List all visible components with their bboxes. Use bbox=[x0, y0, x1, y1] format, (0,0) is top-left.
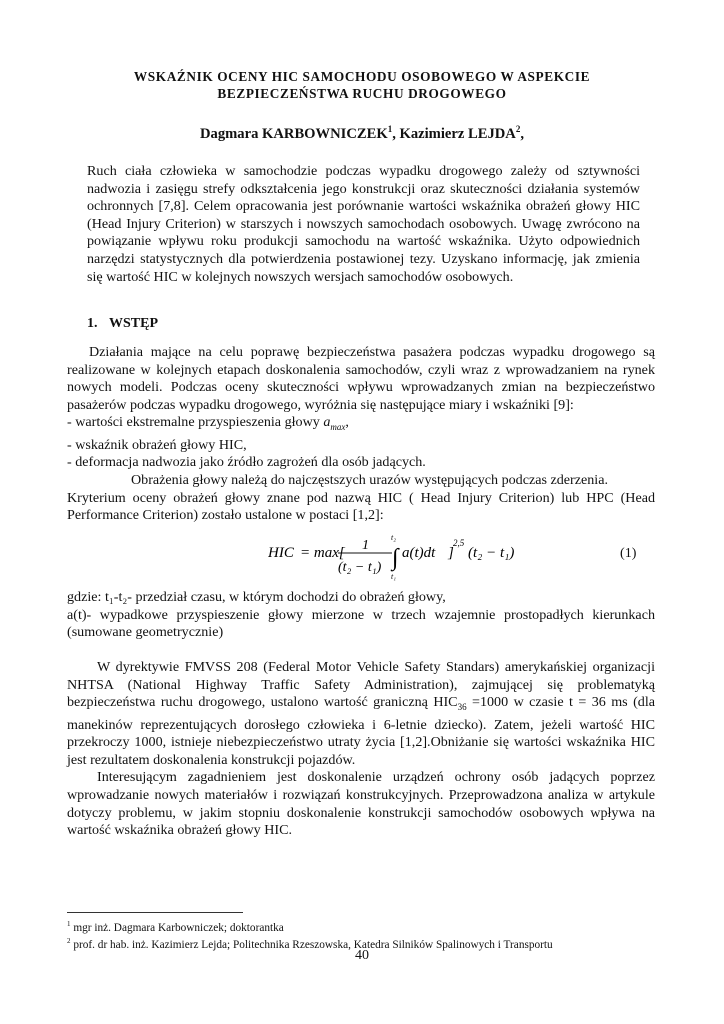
paragraph-2: Kryterium oceny obrażeń głowy znane pod nazwą HIC ( Head Injury Criterion) lub HPC (Head Performance Criterion) zostało ustalone w postaci [1,2]: bbox=[67, 489, 655, 524]
intro-paragraph: Działania mające na celu poprawę bezpieczeństwa pasażera podczas wypadku drogowego są realizowane w kolejnych etapach doskonalenia samochodów, czyli wraz z wprowadzaniem na rynek nowych modeli. Podczas oceny skuteczności wpływu wprowadzanych zmian na bezpieczeństwo pasażerów podczas wypadku drogowego, wyróżnia się następujące miary i wskaźniki [9]: bbox=[67, 344, 655, 413]
fmvss-paragraph bbox=[67, 659, 655, 769]
author-2: Kazimierz LEJDA bbox=[399, 125, 516, 142]
footnote-2-text: prof. dr hab. inż. Kazimierz Lejda; Politechnika Rzeszowska, Katedra Silników Spalinowych i Transportu bbox=[70, 938, 553, 951]
eq-exponent: 2,5 bbox=[453, 538, 465, 548]
eq-denominator: (t₂ − t₁) bbox=[338, 560, 382, 575]
fmvss-text-2: =1000 w czasie t = 36 ms (dla manekinów reprezentujących dorosłego człowieka i 6-letnie dziecko). Zatem, jeżeli wartość HIC przekroczy 1000, istnieje niebezpieczeństwo utraty życia [1,2].Obniżanie się wartości wskaźnika HIC jest rezultatem doskonalenia konstrukcji pojazdów. bbox=[67, 694, 655, 768]
eq-integrand: a(t)dt bbox=[402, 545, 436, 561]
hic-equation bbox=[268, 532, 528, 582]
intro-block bbox=[67, 344, 655, 525]
section-number: 1. bbox=[87, 316, 98, 331]
page-number: 40 bbox=[355, 948, 369, 963]
author-line bbox=[60, 120, 664, 143]
list-item-1 bbox=[67, 414, 655, 436]
footnote-divider bbox=[67, 912, 243, 913]
list-item-1-sub: max bbox=[330, 422, 346, 433]
paper-title bbox=[60, 68, 664, 102]
footnotes bbox=[67, 918, 667, 952]
title-line-1: WSKAŹNIK OCENY HIC SAMOCHODU OSOBOWEGO W ASPEKCIE bbox=[133, 69, 591, 84]
author-2-footnote-mark: 2 bbox=[515, 124, 521, 134]
footnote-1-mark: 1 bbox=[67, 920, 71, 928]
title-line-2: BEZPIECZEŃSTWA RUCHU DROGOWEGO bbox=[217, 86, 507, 101]
list-item-1-suffix: , bbox=[345, 414, 349, 431]
abstract: Ruch ciała człowieka w samochodzie podczas wypadku drogowego zależy od sztywności nadwozia i zasięgu strefy odkształcenia jego konstrukcji oraz skuteczności działania systemów ochronnych [7,8]. Celem opracowania jest porównanie wartości wskaźnika obrażeń głowy HIC (Head Injury Criterion) w starszych i nowszych samochodach osobowych. Uwagę zwrócono na powiązanie wpływu roku produkcji samochodu na wartość wskaźnika. Użyto odpowiednich narzędzi statystycznych dla potwierdzenia postawionej tezy. Uzyskano informację, jak zmienia się wartość HIC w kolejnych nowszych wersjach samochodów osobowych. bbox=[87, 163, 640, 285]
eq-integral-sign: ∫ bbox=[392, 545, 399, 571]
eq-max: = max[ bbox=[300, 545, 345, 561]
eq-close-bracket: ] bbox=[448, 545, 454, 561]
where-line-1: gdzie: t₁-t₂- przedział czasu, w którym dochodzi do obrażeń głowy, bbox=[67, 589, 446, 605]
equation-number: (1) bbox=[620, 545, 637, 561]
eq-lhs: HIC bbox=[268, 545, 294, 561]
section-heading bbox=[87, 316, 158, 332]
list-item-3: - deformacja nadwozia jako źródło zagrożeń dla osób jadących. bbox=[67, 454, 426, 471]
author-separator: , bbox=[392, 125, 400, 142]
list-item-1-text: - wartości ekstremalne przyspieszenia głowy bbox=[67, 414, 324, 431]
section-title: WSTĘP bbox=[109, 316, 159, 331]
where-block bbox=[67, 589, 655, 642]
hic-subscript: 36 bbox=[457, 702, 467, 712]
eq-lower-limit: t₁ bbox=[391, 572, 397, 581]
footnote-1-text: mgr inż. Dagmara Karbowniczek; doktorantka bbox=[70, 921, 284, 934]
list-item-2: - wskaźnik obrażeń głowy HIC, bbox=[67, 436, 247, 453]
eq-tail: (t₂ − t₁) bbox=[468, 545, 515, 561]
footnote-1 bbox=[67, 918, 667, 935]
footnote-2-mark: 2 bbox=[67, 936, 71, 945]
author-1: Dagmara KARBOWNICZEK bbox=[200, 125, 388, 142]
paragraph-2-first-line: Obrażenia głowy należą do najczęstszych urazów występujących podczas zderzenia. bbox=[131, 471, 608, 488]
list-item-1-var: a bbox=[323, 414, 331, 431]
where-line-2: a(t)- wypadkowe przyspieszenie głowy mierzone w trzech wzajemnie prostopadłych kierunkach (sumowane geometrycznie) bbox=[67, 606, 655, 641]
author-1-footnote-mark: 1 bbox=[387, 124, 393, 134]
author-trailing: , bbox=[520, 125, 524, 142]
eq-numerator: 1 bbox=[362, 538, 369, 553]
final-paragraph: Interesującym zagadnieniem jest doskonalenie urządzeń ochrony osób jadących poprzez wprowadzanie nowych materiałów i rozwiązań konstrukcyjnych. Przeprowadzona analiza w artykule dotyczy problemu, w jakim stopniu doskonalenie konstrukcji samochodów osobowych wpływa na wartość wskaźnika obrażeń głowy HIC. bbox=[67, 769, 655, 839]
fmvss-text-1: W dyrektywie FMVSS 208 (Federal Motor Vehicle Safety Standars) amerykańskiej organizacji NHTSA (National Highway Traffic Safety Administration), zajmującej się problematyką bezpieczeństwa ruchu drogowego, ustalono wartość graniczną HIC bbox=[67, 659, 655, 711]
fmvss-block bbox=[67, 659, 655, 840]
eq-upper-limit: t₂ bbox=[391, 533, 397, 542]
